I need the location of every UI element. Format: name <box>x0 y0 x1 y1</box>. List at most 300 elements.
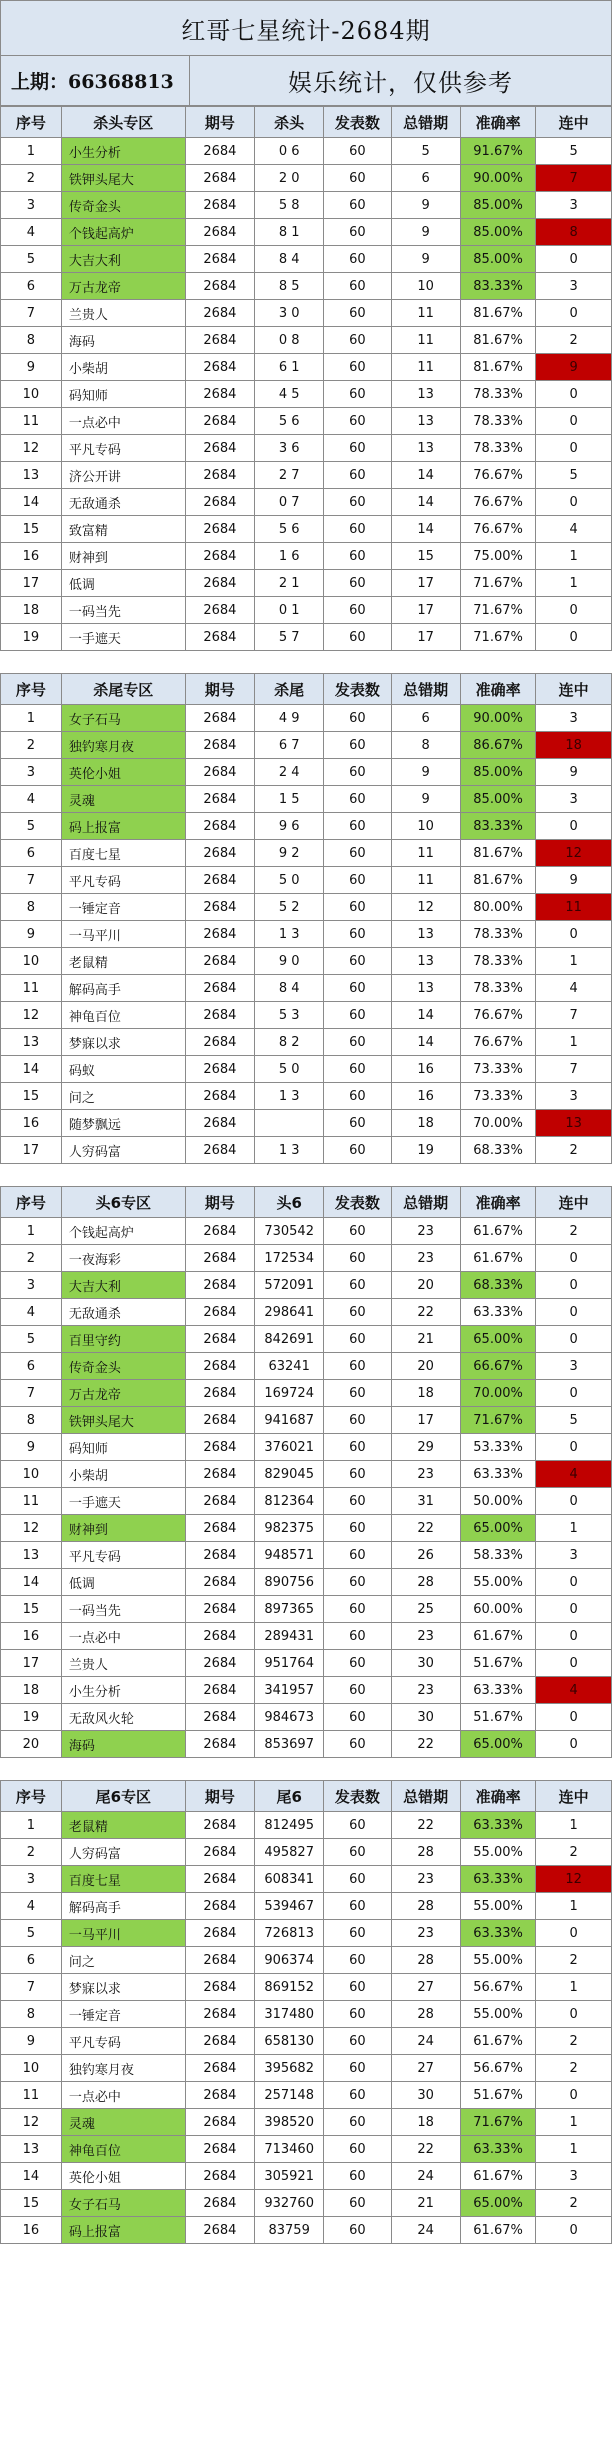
column-header: 发表数 <box>324 107 391 138</box>
issue-cell: 2684 <box>185 948 254 975</box>
pick-cell: 897365 <box>255 1596 324 1623</box>
issue-cell: 2684 <box>185 246 254 273</box>
pick-cell: 4 5 <box>255 381 324 408</box>
miss-cell: 13 <box>391 381 460 408</box>
seq-cell: 6 <box>1 1353 62 1380</box>
name-cell: 英伦小姐 <box>61 759 185 786</box>
streak-cell: 0 <box>536 1488 612 1515</box>
rate-cell: 80.00% <box>460 894 536 921</box>
miss-cell: 20 <box>391 1272 460 1299</box>
name-cell: 致富精 <box>61 516 185 543</box>
issue-cell: 2684 <box>185 1272 254 1299</box>
count-cell: 60 <box>324 2028 391 2055</box>
seq-cell: 12 <box>1 1002 62 1029</box>
table-header-row <box>1 1187 612 1218</box>
count-cell: 60 <box>324 705 391 732</box>
name-cell: 小生分析 <box>61 138 185 165</box>
streak-cell: 0 <box>536 1920 612 1947</box>
streak-cell: 11 <box>536 894 612 921</box>
streak-cell: 0 <box>536 597 612 624</box>
streak-cell: 0 <box>536 1245 612 1272</box>
streak-cell: 13 <box>536 1110 612 1137</box>
rate-cell: 61.67% <box>460 2028 536 2055</box>
miss-cell: 13 <box>391 948 460 975</box>
count-cell: 60 <box>324 273 391 300</box>
rate-cell: 65.00% <box>460 1326 536 1353</box>
count-cell: 60 <box>324 2001 391 2028</box>
miss-cell: 19 <box>391 1137 460 1164</box>
streak-cell: 1 <box>536 948 612 975</box>
rate-cell: 78.33% <box>460 408 536 435</box>
name-cell: 一马平川 <box>61 1920 185 1947</box>
count-cell: 60 <box>324 2109 391 2136</box>
pick-cell: 2 7 <box>255 462 324 489</box>
issue-cell: 2684 <box>185 975 254 1002</box>
issue-cell: 2684 <box>185 516 254 543</box>
seq-cell: 13 <box>1 1029 62 1056</box>
miss-cell: 23 <box>391 1245 460 1272</box>
name-cell: 码上报富 <box>61 2217 185 2244</box>
count-cell: 60 <box>324 165 391 192</box>
seq-cell: 17 <box>1 1137 62 1164</box>
rate-cell: 50.00% <box>460 1488 536 1515</box>
table-row <box>1 1245 612 1272</box>
issue-cell: 2684 <box>185 2217 254 2244</box>
rate-cell: 71.67% <box>460 570 536 597</box>
miss-cell: 5 <box>391 138 460 165</box>
count-cell: 60 <box>324 1326 391 1353</box>
miss-cell: 22 <box>391 1299 460 1326</box>
rate-cell: 61.67% <box>460 1218 536 1245</box>
name-cell: 一锤定音 <box>61 894 185 921</box>
streak-cell: 5 <box>536 1407 612 1434</box>
pick-cell: 0 6 <box>255 138 324 165</box>
seq-cell: 12 <box>1 1515 62 1542</box>
seq-cell: 2 <box>1 1839 62 1866</box>
issue-cell: 2684 <box>185 1380 254 1407</box>
seq-cell: 14 <box>1 2163 62 2190</box>
streak-cell: 7 <box>536 165 612 192</box>
table-row <box>1 300 612 327</box>
name-cell: 无敌通杀 <box>61 1299 185 1326</box>
issue-cell: 2684 <box>185 273 254 300</box>
pick-cell: 398520 <box>255 2109 324 2136</box>
count-cell: 60 <box>324 732 391 759</box>
table-row <box>1 2028 612 2055</box>
rate-cell: 61.67% <box>460 1623 536 1650</box>
table-row <box>1 435 612 462</box>
table-row <box>1 759 612 786</box>
stats-table <box>0 1186 612 1758</box>
pick-cell: 853697 <box>255 1731 324 1758</box>
rate-cell: 81.67% <box>460 327 536 354</box>
count-cell: 60 <box>324 1218 391 1245</box>
streak-cell: 3 <box>536 1353 612 1380</box>
issue-cell: 2684 <box>185 219 254 246</box>
seq-cell: 3 <box>1 759 62 786</box>
table-row <box>1 1650 612 1677</box>
name-cell: 人穷码富 <box>61 1137 185 1164</box>
table-row <box>1 597 612 624</box>
issue-cell: 2684 <box>185 1731 254 1758</box>
name-cell: 女子石马 <box>61 705 185 732</box>
table-row <box>1 1704 612 1731</box>
rate-cell: 81.67% <box>460 867 536 894</box>
pick-cell: 257148 <box>255 2082 324 2109</box>
table-row <box>1 1677 612 1704</box>
rate-cell: 51.67% <box>460 1650 536 1677</box>
name-cell: 神龟百位 <box>61 2136 185 2163</box>
pick-cell: 812495 <box>255 1812 324 1839</box>
rate-cell: 81.67% <box>460 300 536 327</box>
pick-cell: 1 3 <box>255 921 324 948</box>
count-cell: 60 <box>324 894 391 921</box>
seq-cell: 3 <box>1 192 62 219</box>
miss-cell: 6 <box>391 705 460 732</box>
pick-cell: 169724 <box>255 1380 324 1407</box>
pick-cell: 2 1 <box>255 570 324 597</box>
name-cell: 传奇金头 <box>61 1353 185 1380</box>
pick-cell: 83759 <box>255 2217 324 2244</box>
issue-cell: 2684 <box>185 300 254 327</box>
streak-cell: 3 <box>536 2163 612 2190</box>
issue-cell: 2684 <box>185 165 254 192</box>
rate-cell: 76.67% <box>460 516 536 543</box>
seq-cell: 18 <box>1 1677 62 1704</box>
seq-cell: 11 <box>1 2082 62 2109</box>
count-cell: 60 <box>324 2190 391 2217</box>
issue-cell: 2684 <box>185 1218 254 1245</box>
rate-cell: 85.00% <box>460 192 536 219</box>
pick-cell: 298641 <box>255 1299 324 1326</box>
rate-cell: 55.00% <box>460 1569 536 1596</box>
miss-cell: 23 <box>391 1218 460 1245</box>
name-cell: 一手遮天 <box>61 624 185 651</box>
table-row <box>1 2055 612 2082</box>
column-header: 总错期 <box>391 107 460 138</box>
name-cell: 个钱起高炉 <box>61 1218 185 1245</box>
seq-cell: 18 <box>1 597 62 624</box>
rate-cell: 83.33% <box>460 273 536 300</box>
table-row <box>1 1974 612 2001</box>
count-cell: 60 <box>324 2217 391 2244</box>
streak-cell: 1 <box>536 2136 612 2163</box>
seq-cell: 9 <box>1 2028 62 2055</box>
table-row <box>1 2136 612 2163</box>
name-cell: 一码当先 <box>61 597 185 624</box>
table-row <box>1 1407 612 1434</box>
column-header: 发表数 <box>324 1781 391 1812</box>
seq-cell: 15 <box>1 2190 62 2217</box>
table-header-row <box>1 1781 612 1812</box>
seq-cell: 5 <box>1 1326 62 1353</box>
seq-cell: 16 <box>1 1110 62 1137</box>
issue-cell: 2684 <box>185 192 254 219</box>
seq-cell: 16 <box>1 1623 62 1650</box>
issue-cell: 2684 <box>185 1623 254 1650</box>
count-cell: 60 <box>324 1056 391 1083</box>
seq-cell: 20 <box>1 1731 62 1758</box>
streak-cell: 3 <box>536 786 612 813</box>
count-cell: 60 <box>324 1083 391 1110</box>
streak-cell: 0 <box>536 1569 612 1596</box>
streak-cell: 0 <box>536 1380 612 1407</box>
pick-cell: 730542 <box>255 1218 324 1245</box>
seq-cell: 10 <box>1 1461 62 1488</box>
miss-cell: 17 <box>391 597 460 624</box>
name-cell: 万古龙帝 <box>61 273 185 300</box>
page-title: 红哥七星统计-2684期 <box>0 0 612 56</box>
table-row <box>1 1515 612 1542</box>
pick-cell <box>255 1110 324 1137</box>
count-cell: 60 <box>324 543 391 570</box>
column-header: 序号 <box>1 674 62 705</box>
rate-cell: 58.33% <box>460 1542 536 1569</box>
pick-cell: 3 6 <box>255 435 324 462</box>
streak-cell: 18 <box>536 732 612 759</box>
streak-cell: 7 <box>536 1002 612 1029</box>
miss-cell: 30 <box>391 2082 460 2109</box>
table-row <box>1 2163 612 2190</box>
name-cell: 灵魂 <box>61 2109 185 2136</box>
miss-cell: 17 <box>391 1407 460 1434</box>
streak-cell: 2 <box>536 1839 612 1866</box>
miss-cell: 30 <box>391 1650 460 1677</box>
rate-cell: 71.67% <box>460 2109 536 2136</box>
column-header: 总错期 <box>391 1187 460 1218</box>
issue-cell: 2684 <box>185 1974 254 2001</box>
count-cell: 60 <box>324 1002 391 1029</box>
table-header-row <box>1 674 612 705</box>
stats-table <box>0 1780 612 2244</box>
issue-cell: 2684 <box>185 1434 254 1461</box>
pick-cell: 6 7 <box>255 732 324 759</box>
seq-cell: 17 <box>1 570 62 597</box>
seq-cell: 7 <box>1 1380 62 1407</box>
streak-cell: 3 <box>536 1542 612 1569</box>
rate-cell: 68.33% <box>460 1137 536 1164</box>
seq-cell: 6 <box>1 273 62 300</box>
streak-cell: 1 <box>536 1029 612 1056</box>
pick-cell: 289431 <box>255 1623 324 1650</box>
streak-cell: 0 <box>536 300 612 327</box>
miss-cell: 9 <box>391 219 460 246</box>
miss-cell: 28 <box>391 1569 460 1596</box>
table-row <box>1 1002 612 1029</box>
issue-cell: 2684 <box>185 1245 254 1272</box>
pick-cell: 869152 <box>255 1974 324 2001</box>
rate-cell: 78.33% <box>460 435 536 462</box>
issue-cell: 2684 <box>185 1461 254 1488</box>
streak-cell: 2 <box>536 327 612 354</box>
streak-cell: 12 <box>536 1866 612 1893</box>
stats-table <box>0 106 612 651</box>
issue-cell: 2684 <box>185 2055 254 2082</box>
miss-cell: 21 <box>391 1326 460 1353</box>
pick-cell: 63241 <box>255 1353 324 1380</box>
pick-cell: 982375 <box>255 1515 324 1542</box>
rate-cell: 76.67% <box>460 462 536 489</box>
pick-cell: 572091 <box>255 1272 324 1299</box>
pick-cell: 6 1 <box>255 354 324 381</box>
count-cell: 60 <box>324 1947 391 1974</box>
table-row <box>1 1542 612 1569</box>
miss-cell: 27 <box>391 1974 460 2001</box>
count-cell: 60 <box>324 1380 391 1407</box>
seq-cell: 14 <box>1 1056 62 1083</box>
streak-cell: 9 <box>536 354 612 381</box>
miss-cell: 16 <box>391 1056 460 1083</box>
streak-cell: 0 <box>536 1299 612 1326</box>
issue-cell: 2684 <box>185 2001 254 2028</box>
name-cell: 小柴胡 <box>61 1461 185 1488</box>
miss-cell: 17 <box>391 624 460 651</box>
table-row <box>1 1083 612 1110</box>
miss-cell: 13 <box>391 975 460 1002</box>
issue-cell: 2684 <box>185 1002 254 1029</box>
name-cell: 低调 <box>61 1569 185 1596</box>
count-cell: 60 <box>324 1353 391 1380</box>
pick-cell: 376021 <box>255 1434 324 1461</box>
count-cell: 60 <box>324 1596 391 1623</box>
streak-cell: 1 <box>536 1893 612 1920</box>
name-cell: 老鼠精 <box>61 948 185 975</box>
issue-cell: 2684 <box>185 543 254 570</box>
seq-cell: 1 <box>1 1218 62 1245</box>
pick-cell: 1 3 <box>255 1137 324 1164</box>
table-row <box>1 246 612 273</box>
seq-cell: 2 <box>1 732 62 759</box>
count-cell: 60 <box>324 2163 391 2190</box>
table-row <box>1 894 612 921</box>
streak-cell: 2 <box>536 2028 612 2055</box>
table-row <box>1 1812 612 1839</box>
count-cell: 60 <box>324 867 391 894</box>
column-header: 杀头 <box>255 107 324 138</box>
count-cell: 60 <box>324 1272 391 1299</box>
table-row <box>1 165 612 192</box>
issue-cell: 2684 <box>185 813 254 840</box>
pick-cell: 842691 <box>255 1326 324 1353</box>
table-row <box>1 516 612 543</box>
count-cell: 60 <box>324 840 391 867</box>
pick-cell: 726813 <box>255 1920 324 1947</box>
table-row <box>1 219 612 246</box>
issue-cell: 2684 <box>185 1407 254 1434</box>
pick-cell: 1 5 <box>255 786 324 813</box>
rate-cell: 76.67% <box>460 1029 536 1056</box>
seq-cell: 1 <box>1 705 62 732</box>
name-cell: 大吉大利 <box>61 1272 185 1299</box>
miss-cell: 14 <box>391 516 460 543</box>
issue-cell: 2684 <box>185 2190 254 2217</box>
name-cell: 百度七星 <box>61 1866 185 1893</box>
streak-cell: 4 <box>536 975 612 1002</box>
section-gap <box>0 1164 612 1186</box>
pick-cell: 539467 <box>255 1893 324 1920</box>
column-header: 发表数 <box>324 674 391 705</box>
rate-cell: 65.00% <box>460 1515 536 1542</box>
streak-cell: 0 <box>536 1623 612 1650</box>
miss-cell: 21 <box>391 2190 460 2217</box>
name-cell: 铁钾头尾大 <box>61 165 185 192</box>
miss-cell: 6 <box>391 165 460 192</box>
pick-cell: 713460 <box>255 2136 324 2163</box>
streak-cell: 1 <box>536 570 612 597</box>
rate-cell: 71.67% <box>460 597 536 624</box>
table-row <box>1 543 612 570</box>
table-row <box>1 1056 612 1083</box>
streak-cell: 0 <box>536 813 612 840</box>
miss-cell: 22 <box>391 2136 460 2163</box>
count-cell: 60 <box>324 1650 391 1677</box>
streak-cell: 3 <box>536 705 612 732</box>
count-cell: 60 <box>324 2136 391 2163</box>
issue-cell: 2684 <box>185 1893 254 1920</box>
issue-cell: 2684 <box>185 1542 254 1569</box>
rate-cell: 83.33% <box>460 813 536 840</box>
table-row <box>1 2190 612 2217</box>
seq-cell: 6 <box>1 840 62 867</box>
count-cell: 60 <box>324 192 391 219</box>
miss-cell: 31 <box>391 1488 460 1515</box>
streak-cell: 0 <box>536 408 612 435</box>
miss-cell: 23 <box>391 1623 460 1650</box>
count-cell: 60 <box>324 1542 391 1569</box>
issue-cell: 2684 <box>185 408 254 435</box>
table-row <box>1 1839 612 1866</box>
miss-cell: 26 <box>391 1542 460 1569</box>
seq-cell: 12 <box>1 2109 62 2136</box>
issue-cell: 2684 <box>185 759 254 786</box>
count-cell: 60 <box>324 1731 391 1758</box>
issue-cell: 2684 <box>185 462 254 489</box>
seq-cell: 9 <box>1 921 62 948</box>
count-cell: 60 <box>324 1488 391 1515</box>
count-cell: 60 <box>324 1677 391 1704</box>
pick-cell: 951764 <box>255 1650 324 1677</box>
issue-cell: 2684 <box>185 1677 254 1704</box>
count-cell: 60 <box>324 1299 391 1326</box>
name-cell: 梦寐以求 <box>61 1029 185 1056</box>
name-cell: 平凡专码 <box>61 435 185 462</box>
issue-cell: 2684 <box>185 2082 254 2109</box>
rate-cell: 76.67% <box>460 489 536 516</box>
table-row <box>1 840 612 867</box>
seq-cell: 4 <box>1 1299 62 1326</box>
issue-cell: 2684 <box>185 1137 254 1164</box>
streak-cell: 0 <box>536 1731 612 1758</box>
name-cell: 一马平川 <box>61 921 185 948</box>
table-row <box>1 489 612 516</box>
streak-cell: 0 <box>536 1326 612 1353</box>
name-cell: 神龟百位 <box>61 1002 185 1029</box>
streak-cell: 8 <box>536 219 612 246</box>
count-cell: 60 <box>324 948 391 975</box>
name-cell: 平凡专码 <box>61 867 185 894</box>
issue-cell: 2684 <box>185 354 254 381</box>
table-row <box>1 975 612 1002</box>
count-cell: 60 <box>324 435 391 462</box>
pick-cell: 317480 <box>255 2001 324 2028</box>
rate-cell: 85.00% <box>460 246 536 273</box>
miss-cell: 11 <box>391 840 460 867</box>
seq-cell: 11 <box>1 975 62 1002</box>
seq-cell: 4 <box>1 786 62 813</box>
miss-cell: 28 <box>391 2001 460 2028</box>
seq-cell: 10 <box>1 2055 62 2082</box>
seq-cell: 1 <box>1 1812 62 1839</box>
